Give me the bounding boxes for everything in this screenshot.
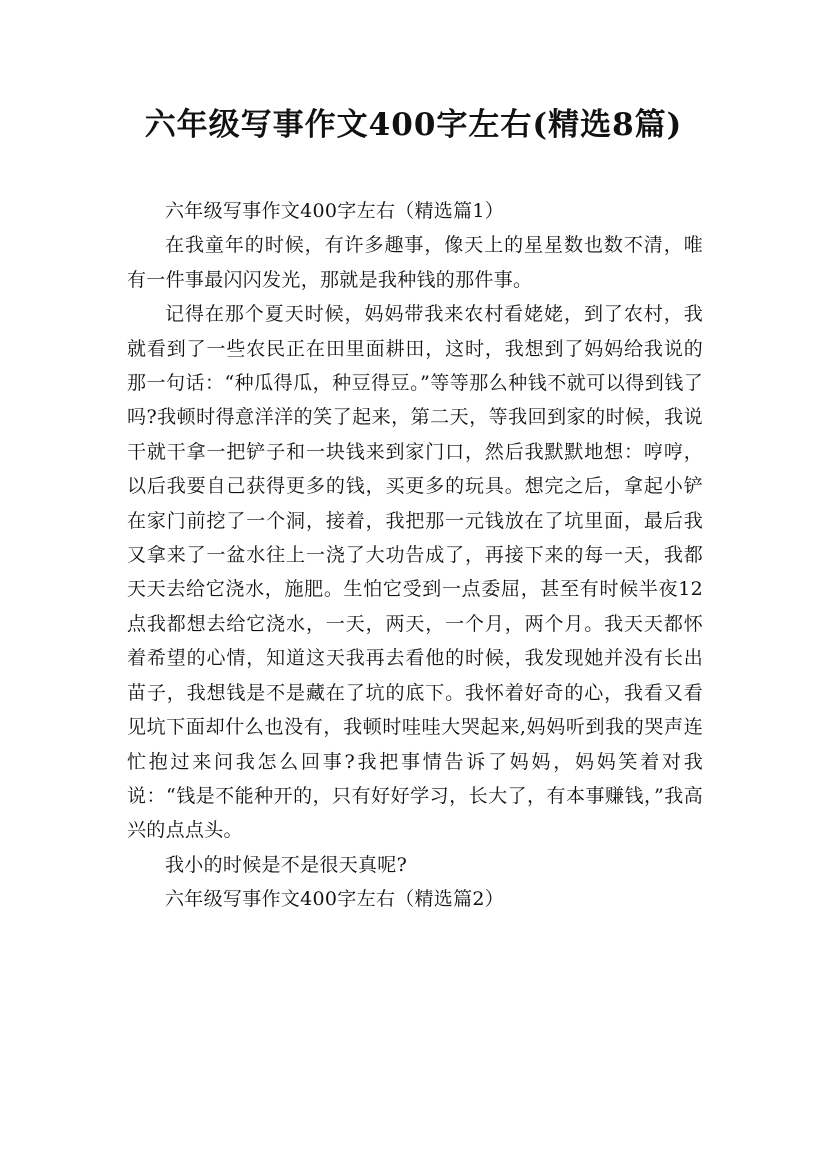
paragraph-2: 记得在那个夏天时候，妈妈带我来农村看姥姥，到了农村，我就看到了一些农民正在田里面耕田，这时，我想到了妈妈给我说的那一句话：“种瓜得瓜，种豆得豆。”等等那么种钱不就可以得到钱了吗?我顿时得意洋洋的笑了起来，第二天，等我回到家的时候，我说干就干拿一把铲子和一块钱来到家门口，然后我默默地想：哼哼，以后我要自己获得更多的钱，买更多的玩具。想完之后，拿起小铲在家门前挖了一个洞，接着，我把那一元钱放在了坑里面，最后我又拿来了一盆水往上一浇了大功告成了，再接下来的每一天，我都天天去给它浇水，施肥。生怕它受到一点委屈，甚至有时候半夜12点我都想去给它浇水，一天，两天，一个月，两个月。我天天都怀着希望的心情，知道这天我再去看他的时候，我发现她并没有长出苗子，我想钱是不是藏在了坑的底下。我怀着好奇的心，我看又看见坑下面却什么也没有，我顿时哇哇大哭起来,妈妈听到我的哭声连忙抱过来问我怎么回事?我把事情告诉了妈妈，妈妈笑着对我说：“钱是不能种开的，只有好好学习，长大了，有本事赚钱，”我高兴的点点头。	[127, 303, 703, 842]
section-heading-2: 六年级写事作文400字左右（精选篇2）	[165, 888, 505, 911]
section-heading-1: 六年级写事作文400字左右（精选篇1）	[165, 200, 505, 222]
paragraph-3: 我小的时候是不是很天真呢?	[165, 853, 408, 876]
paragraph-1: 在我童年的时候，有许多趣事，像天上的星星数也数不清，唯有一件事最闪闪发光，那就是我种钱的那件事。	[127, 234, 703, 291]
document-title: 六年级写事作文400字左右(精选8篇)	[144, 107, 683, 143]
document-body	[127, 194, 703, 917]
